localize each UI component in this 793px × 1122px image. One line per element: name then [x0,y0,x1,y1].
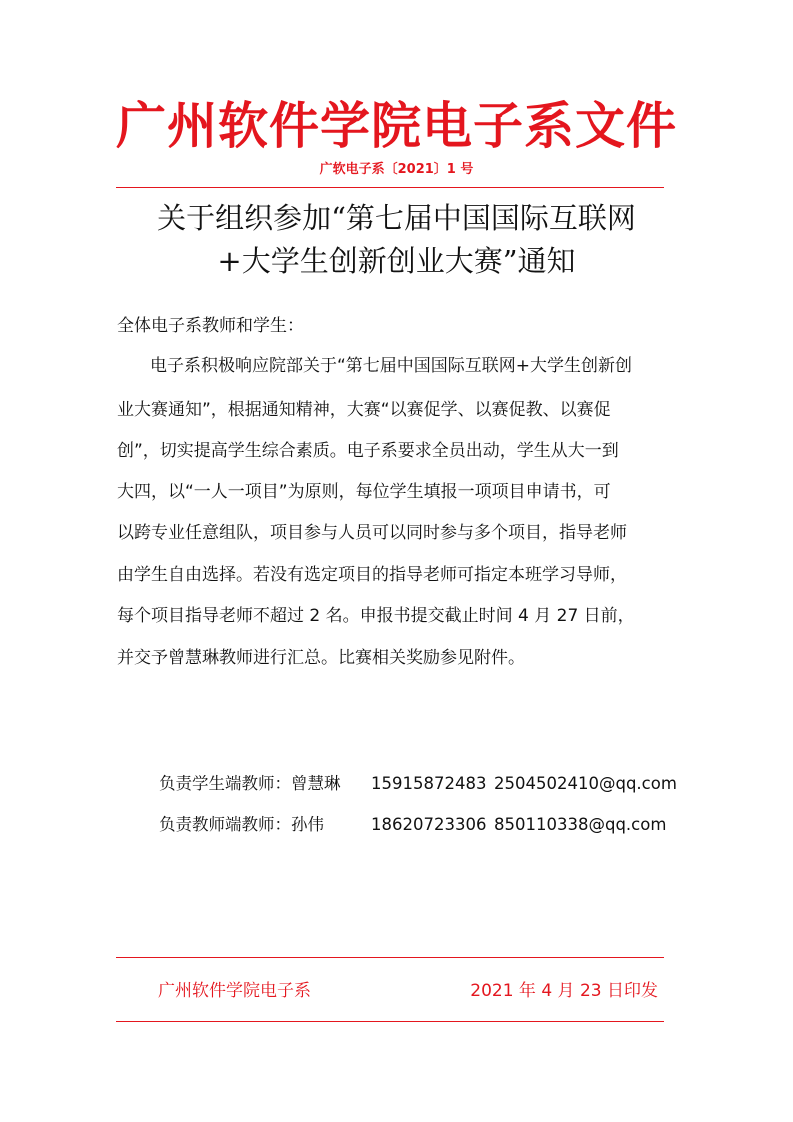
contact-phone: 15915872483 [371,774,487,793]
contact-phone: 18620723306 [371,815,487,834]
header-divider [116,187,664,188]
body-paragraph-line: 由学生自由选择。若没有选定项目的指导老师可指定本班学习导师， [117,565,627,585]
body-paragraph-line: 创”，切实提高学生综合素质。电子系要求全员出动，学生从大一到 [117,441,619,461]
salutation: 全体电子系教师和学生： [117,316,304,336]
footer-top-divider [116,957,664,958]
body-paragraph-line: 并交予曾慧琳教师进行汇总。比赛相关奖励参见附件。 [117,648,525,668]
body-paragraph-line: 电子系积极响应院部关于“第七届中国国际互联网+大学生创新创 [150,356,633,376]
document-header-title: 广州软件学院电子系文件 [116,96,677,155]
document-number: 广软电子系〔2021〕1 号 [319,162,474,177]
contact-row-student [159,772,677,796]
contact-email: 2504502410@qq.com [494,774,677,793]
body-paragraph-line: 以跨专业任意组队，项目参与人员可以同时参与多个项目，指导老师 [117,523,627,543]
footer-bottom-divider [116,1021,664,1022]
footer-issuer: 广州软件学院电子系 [158,981,311,1001]
footer-date: 2021 年 4 月 23 日印发 [470,981,658,1001]
contact-row-teacher [159,813,666,837]
contact-role: 负责教师端教师：孙伟 [159,815,324,834]
contact-email: 850110338@qq.com [494,815,667,834]
body-paragraph-line: 业大赛通知”，根据通知精神，大赛“以赛促学、以赛促教、以赛促 [117,400,611,420]
body-paragraph-line: 大四，以“一人一项目”为原则，每位学生填报一项项目申请书，可 [117,482,611,502]
notice-title-line-2: +大学生创新创业大赛”通知 [217,244,576,278]
body-paragraph-line: 每个项目指导老师不超过 2 名。申报书提交截止时间 4 月 27 日前， [117,606,635,626]
notice-title-line-1: 关于组织参加“第七届中国国际互联网 [157,201,636,235]
contact-role: 负责学生端教师：曾慧琳 [159,774,341,793]
